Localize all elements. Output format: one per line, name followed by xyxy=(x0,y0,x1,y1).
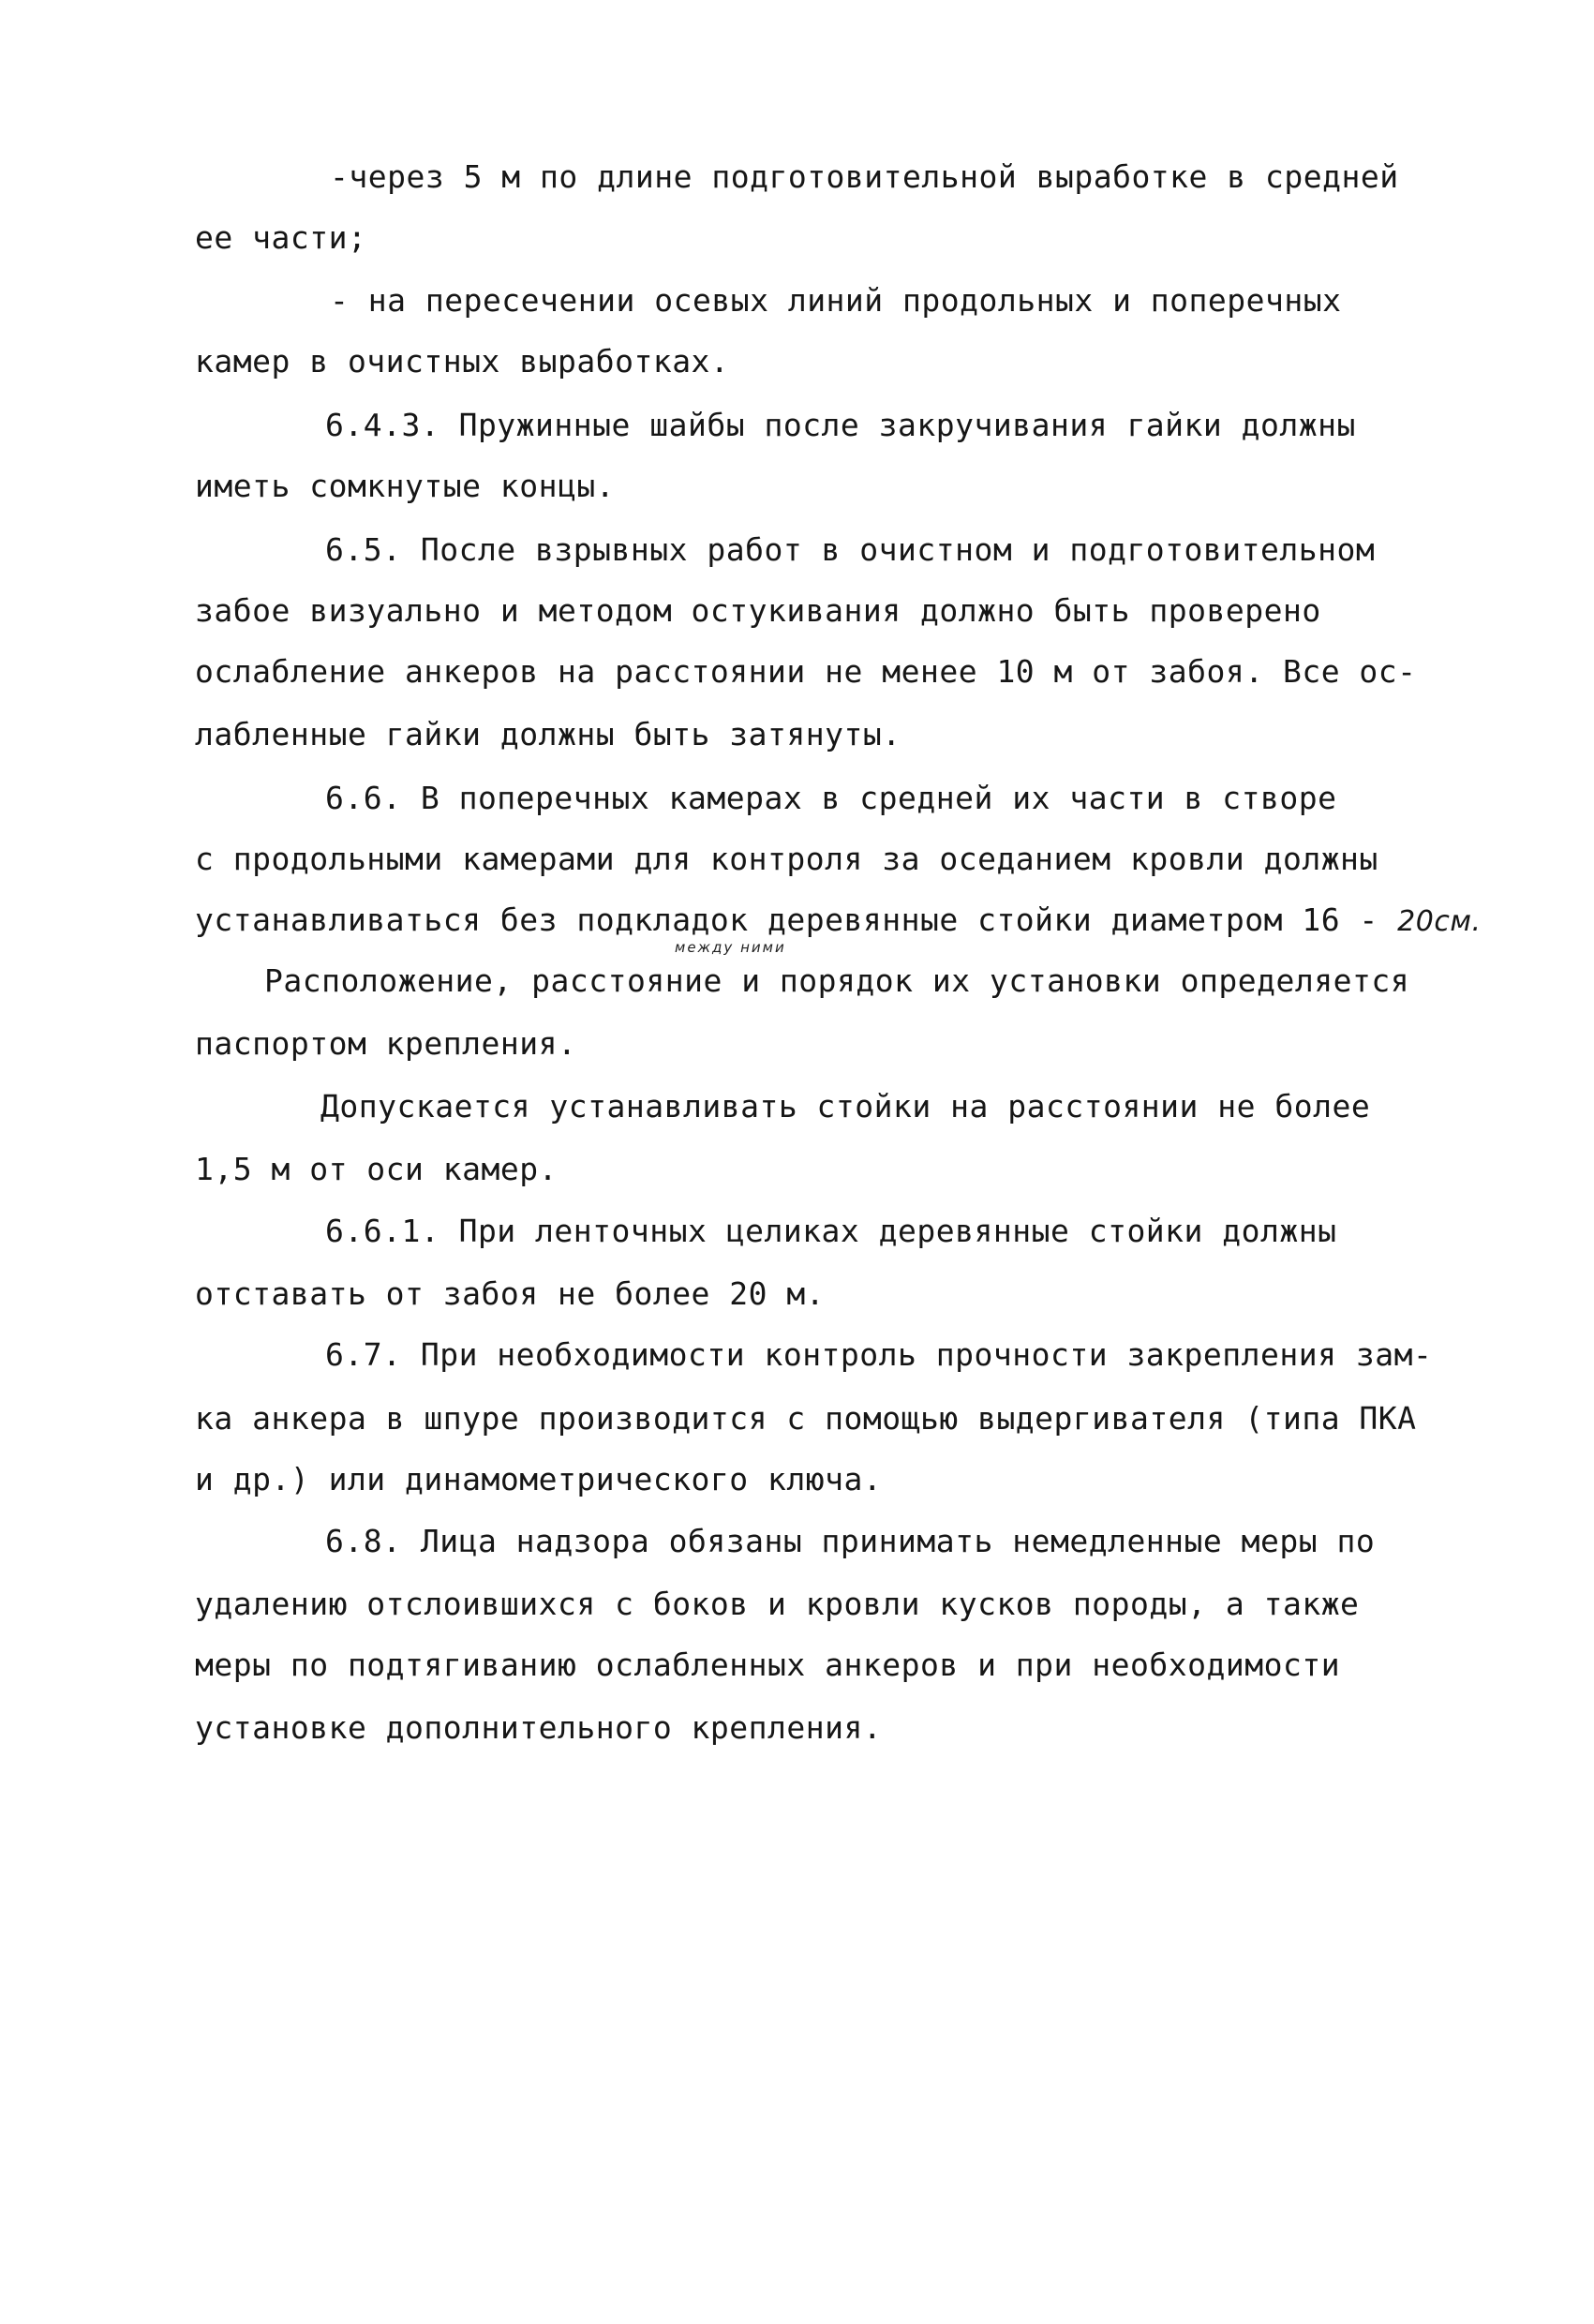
text-line: отставать от забоя не более 20 м. xyxy=(195,1275,826,1312)
handwritten-value: 20см. xyxy=(1397,905,1482,938)
text-line: 1,5 м от оси камер. xyxy=(195,1151,558,1187)
text-line: меры по подтягиванию ослабленных анкеров и при необходимости xyxy=(195,1646,1341,1683)
text-line: -через 5 м по длине подготовительной выработке в средней xyxy=(330,158,1399,195)
text-line: Допускается устанавливать стойки на расстоянии не более xyxy=(320,1088,1371,1125)
text-line: с продольными камерами для контроля за оседанием кровли должны xyxy=(195,841,1378,877)
text-line: Расположение, расстояние и порядок их установки определяется xyxy=(264,962,1410,999)
text-line: удалению отслоившихся с боков и кровли кусков породы, а также xyxy=(195,1586,1360,1622)
text-line: забое визуально и методом остукивания должно быть проверено xyxy=(195,592,1321,629)
text-line: камер в очистных выработках. xyxy=(195,343,730,380)
text-line: 6.5. После взрывных работ в очистном и подготовительном xyxy=(325,531,1376,568)
handwritten-note: между ними xyxy=(675,939,786,956)
text-line: ее части; xyxy=(195,219,367,256)
text-line: 6.8. Лица надзора обязаны принимать немедленные меры по xyxy=(325,1523,1376,1559)
text-line-body: устанавливаться без подкладок деревянные стойки диаметром 16 - xyxy=(195,901,1398,938)
text-line: 6.6. В поперечных камерах в средней их части в створе xyxy=(325,780,1337,816)
text-line: и др.) или динамометрического ключа. xyxy=(195,1461,883,1497)
text-line: 6.6.1. При ленточных целиках деревянные стойки должны xyxy=(325,1213,1337,1249)
text-line: паспортом крепления. xyxy=(195,1025,577,1062)
text-line: установке дополнительного крепления. xyxy=(195,1709,883,1746)
text-line: 6.4.3. Пружинные шайбы после закручивания гайки должны xyxy=(325,407,1356,443)
text-line: ослабление анкеров на расстоянии не менее 10 м от забоя. Все ос- xyxy=(195,653,1417,690)
text-line: ка анкера в шпуре производится с помощью выдергивателя (типа ПКА xyxy=(195,1400,1417,1437)
text-line: лабленные гайки должны быть затянуты. xyxy=(195,716,901,752)
text-line: иметь сомкнутые концы. xyxy=(195,468,616,504)
text-line: 6.7. При необходимости контроль прочности закрепления зам- xyxy=(325,1336,1433,1373)
text-line xyxy=(195,901,1482,941)
text-line: - на пересечении осевых линий продольных и поперечных xyxy=(330,282,1342,319)
